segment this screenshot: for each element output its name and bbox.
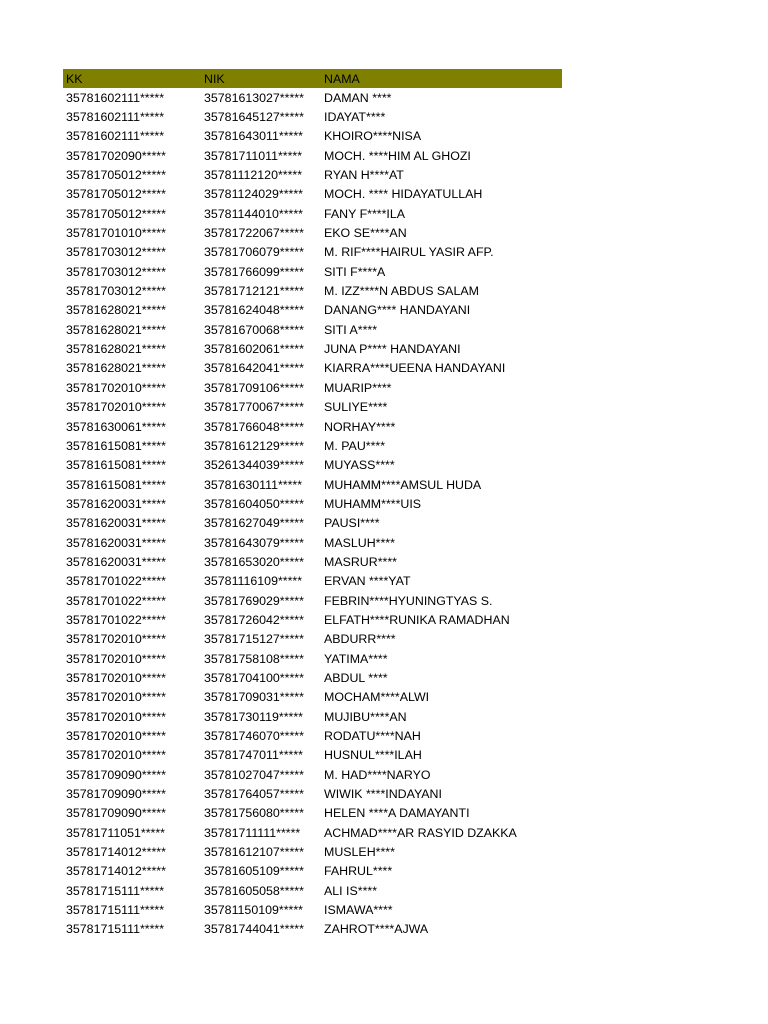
cell-nama: DANANG**** HANDAYANI (324, 303, 471, 318)
cell-nama: KIARRA****UEENA HANDAYANI (324, 361, 506, 376)
cell-nik: 35781027047***** (204, 767, 304, 782)
cell-nik: 35781605058***** (204, 883, 304, 898)
cell-nama: ALI IS**** (324, 883, 378, 898)
table-row (63, 533, 562, 552)
cell-nama: ZAHROT****AJWA (324, 922, 429, 937)
cell-kk: 35781702010***** (66, 690, 166, 705)
cell-kk: 35781702010***** (66, 670, 166, 685)
cell-kk: 35781703012***** (66, 245, 166, 260)
cell-nik: 35781747011***** (204, 748, 303, 763)
cell-nik: 35781726042***** (204, 612, 304, 627)
table-row (63, 881, 562, 900)
cell-kk: 35781702010***** (66, 651, 166, 666)
cell-nik: 35261344039***** (204, 458, 304, 473)
cell-nik: 35781706079***** (204, 245, 304, 260)
cell-kk: 35781714012***** (66, 864, 166, 879)
cell-nama: M. RIF****HAIRUL YASIR AFP. (324, 245, 494, 260)
table-row (63, 572, 562, 591)
cell-nama: KHOIRO****NISA (324, 129, 422, 144)
cell-kk: 35781628021***** (66, 361, 166, 376)
table-row (63, 223, 562, 242)
cell-nik: 35781709031***** (204, 690, 304, 705)
table-row (63, 301, 562, 320)
table-row (63, 765, 562, 784)
cell-nama: SITI A**** (324, 322, 378, 337)
cell-nama: YATIMA**** (324, 651, 388, 666)
cell-kk: 35781615081***** (66, 438, 166, 453)
table-row (63, 707, 562, 726)
table-row (63, 262, 562, 281)
cell-nama: ABDUL **** (324, 670, 388, 685)
table-row (63, 842, 562, 861)
cell-nik: 35781124029***** (204, 187, 303, 202)
table-row (63, 339, 562, 358)
table-row (63, 204, 562, 223)
cell-kk: 35781702010***** (66, 729, 166, 744)
cell-kk: 35781709090***** (66, 806, 166, 821)
table-row (63, 398, 562, 417)
cell-kk: 35781602111***** (66, 129, 165, 144)
cell-kk: 35781709090***** (66, 787, 166, 802)
cell-nama: SULIYE**** (324, 400, 388, 415)
cell-nama: RYAN H****AT (324, 168, 404, 183)
cell-nik: 35781744041***** (204, 922, 304, 937)
cell-nama: MOCH. **** HIDAYATULLAH (324, 187, 483, 202)
cell-nama: ELFATH****RUNIKA RAMADHAN (324, 612, 510, 627)
cell-nik: 35781643079***** (204, 535, 304, 550)
cell-nama: FANY F****ILA (324, 206, 406, 221)
table-row (63, 378, 562, 397)
cell-kk: 35781620031***** (66, 535, 166, 550)
table-row (63, 475, 562, 494)
cell-nama: DAMAN **** (324, 90, 392, 105)
cell-nama: ISMAWA**** (324, 903, 393, 918)
cell-nik: 35781150109***** (204, 903, 303, 918)
cell-kk: 35781714012***** (66, 845, 166, 860)
table-header (63, 69, 562, 88)
cell-nik: 35781612107***** (204, 845, 304, 860)
table-row (63, 804, 562, 823)
cell-nama: MUHAMM****UIS (324, 496, 422, 511)
cell-nik: 35781116109***** (204, 574, 303, 589)
cell-kk: 35781702090***** (66, 148, 166, 163)
cell-kk: 35781701010***** (66, 226, 166, 241)
cell-nik: 35781643011***** (204, 129, 303, 144)
cell-kk: 35781702010***** (66, 632, 166, 647)
table-body (63, 88, 562, 939)
table-row (63, 436, 562, 455)
cell-nama: ACHMAD****AR RASYID DZAKKA (324, 825, 517, 840)
cell-nik: 35781602061***** (204, 342, 304, 357)
cell-kk: 35781702010***** (66, 380, 166, 395)
cell-nik: 35781758108***** (204, 651, 304, 666)
cell-nik: 35781605109***** (204, 864, 304, 879)
cell-nama: MUARIP**** (324, 380, 392, 395)
cell-kk: 35781620031***** (66, 516, 166, 531)
table-row (63, 146, 562, 165)
table-row (63, 88, 562, 107)
cell-kk: 35781703012***** (66, 284, 166, 299)
table-row (63, 784, 562, 803)
cell-nik: 35781144010***** (204, 206, 303, 221)
cell-nama: M. PAU**** (324, 438, 386, 453)
table-row (63, 591, 562, 610)
cell-kk: 35781701022***** (66, 574, 166, 589)
cell-kk: 35781620031***** (66, 554, 166, 569)
cell-nik: 35781756080***** (204, 806, 304, 821)
cell-nik: 35781712121***** (204, 284, 304, 299)
cell-nik: 35781711111***** (204, 825, 301, 840)
cell-nama: HUSNUL****ILAH (324, 748, 422, 763)
cell-kk: 35781620031***** (66, 496, 166, 511)
cell-nik: 35781746070***** (204, 729, 304, 744)
cell-nik: 35781627049***** (204, 516, 304, 531)
cell-kk: 35781701022***** (66, 612, 166, 627)
cell-kk: 35781715111***** (66, 883, 165, 898)
cell-kk: 35781628021***** (66, 322, 166, 337)
cell-nama: SITI F****A (324, 264, 386, 279)
table-row (63, 417, 562, 436)
cell-kk: 35781701022***** (66, 593, 166, 608)
cell-nik: 35781624048***** (204, 303, 304, 318)
table-row (63, 494, 562, 513)
cell-kk: 35781628021***** (66, 303, 166, 318)
table-row (63, 281, 562, 300)
table-row (63, 552, 562, 571)
table-row (63, 668, 562, 687)
cell-nik: 35781709106***** (204, 380, 304, 395)
cell-nik: 35781770067***** (204, 400, 304, 415)
cell-nama: EKO SE****AN (324, 226, 407, 241)
cell-nama: MASLUH**** (324, 535, 395, 550)
cell-nama: MUYASS**** (324, 458, 395, 473)
cell-kk: 35781705012***** (66, 168, 166, 183)
cell-nama: M. HAD****NARYO (324, 767, 431, 782)
table-row (63, 862, 562, 881)
cell-nama: MUSLEH**** (324, 845, 395, 860)
table-row (63, 320, 562, 339)
cell-nik: 35781730119***** (204, 709, 303, 724)
cell-nama: MUJIBU****AN (324, 709, 407, 724)
table-row (63, 610, 562, 629)
cell-kk: 35781702010***** (66, 748, 166, 763)
cell-kk: 35781602111***** (66, 110, 165, 125)
cell-nik: 35781715127***** (204, 632, 304, 647)
cell-kk: 35781615081***** (66, 458, 166, 473)
cell-nik: 35781612129***** (204, 438, 304, 453)
table-row (63, 165, 562, 184)
table-row (63, 185, 562, 204)
cell-kk: 35781628021***** (66, 342, 166, 357)
cell-kk: 35781715111***** (66, 903, 165, 918)
cell-kk: 35781705012***** (66, 187, 166, 202)
table-row (63, 456, 562, 475)
cell-nama: MOCH. ****HIM AL GHOZI (324, 148, 471, 163)
table-row (63, 649, 562, 668)
cell-nama: IDAYAT**** (324, 110, 386, 125)
cell-nik: 35781766099***** (204, 264, 304, 279)
cell-kk: 35781702010***** (66, 400, 166, 415)
cell-nik: 35781645127***** (204, 110, 304, 125)
cell-kk: 35781709090***** (66, 767, 166, 782)
cell-nik: 35781604050***** (204, 496, 304, 511)
cell-nama: PAUSI**** (324, 516, 380, 531)
cell-kk: 35781615081***** (66, 477, 166, 492)
cell-nama: MUHAMM****AMSUL HUDA (324, 477, 482, 492)
cell-nama: JUNA P**** HANDAYANI (324, 342, 461, 357)
cell-nik: 35781112120***** (204, 168, 303, 183)
cell-kk: 35781703012***** (66, 264, 166, 279)
header-nama: NAMA (324, 71, 360, 86)
cell-kk: 35781630061***** (66, 419, 166, 434)
table-row (63, 127, 562, 146)
cell-nik: 35781764057***** (204, 787, 304, 802)
cell-kk: 35781602111***** (66, 90, 165, 105)
cell-nama: RODATU****NAH (324, 729, 421, 744)
table-row (63, 688, 562, 707)
cell-nik: 35781766048***** (204, 419, 304, 434)
cell-kk: 35781702010***** (66, 709, 166, 724)
table-row (63, 514, 562, 533)
table-row (63, 107, 562, 126)
cell-nik: 35781630111***** (204, 477, 303, 492)
data-table (63, 69, 562, 939)
header-kk: KK (66, 71, 83, 86)
cell-nik: 35781670068***** (204, 322, 304, 337)
cell-nik: 35781613027***** (204, 90, 304, 105)
cell-nik: 35781769029***** (204, 593, 304, 608)
cell-nik: 35781711011***** (204, 148, 303, 163)
table-row (63, 630, 562, 649)
cell-kk: 35781705012***** (66, 206, 166, 221)
cell-nama: ABDURR**** (324, 632, 396, 647)
cell-nik: 35781704100***** (204, 670, 304, 685)
cell-nama: NORHAY**** (324, 419, 396, 434)
cell-nama: MOCHAM****ALWI (324, 690, 430, 705)
cell-kk: 35781711051***** (66, 825, 165, 840)
cell-nik: 35781722067***** (204, 226, 304, 241)
cell-nama: FAHRUL**** (324, 864, 393, 879)
cell-nama: FEBRIN****HYUNINGTYAS S. (324, 593, 493, 608)
table-row (63, 746, 562, 765)
cell-nik: 35781653020***** (204, 554, 304, 569)
table-row (63, 359, 562, 378)
cell-nama: WIWIK ****INDAYANI (324, 787, 442, 802)
header-nik: NIK (204, 71, 225, 86)
table-row (63, 726, 562, 745)
table-row (63, 823, 562, 842)
cell-nama: ERVAN ****YAT (324, 574, 411, 589)
cell-nama: M. IZZ****N ABDUS SALAM (324, 284, 479, 299)
table-row (63, 243, 562, 262)
cell-nama: HELEN ****A DAMAYANTI (324, 806, 470, 821)
table-row (63, 920, 562, 939)
table-row (63, 900, 562, 919)
cell-nik: 35781642041***** (204, 361, 304, 376)
cell-kk: 35781715111***** (66, 922, 165, 937)
cell-nama: MASRUR**** (324, 554, 397, 569)
